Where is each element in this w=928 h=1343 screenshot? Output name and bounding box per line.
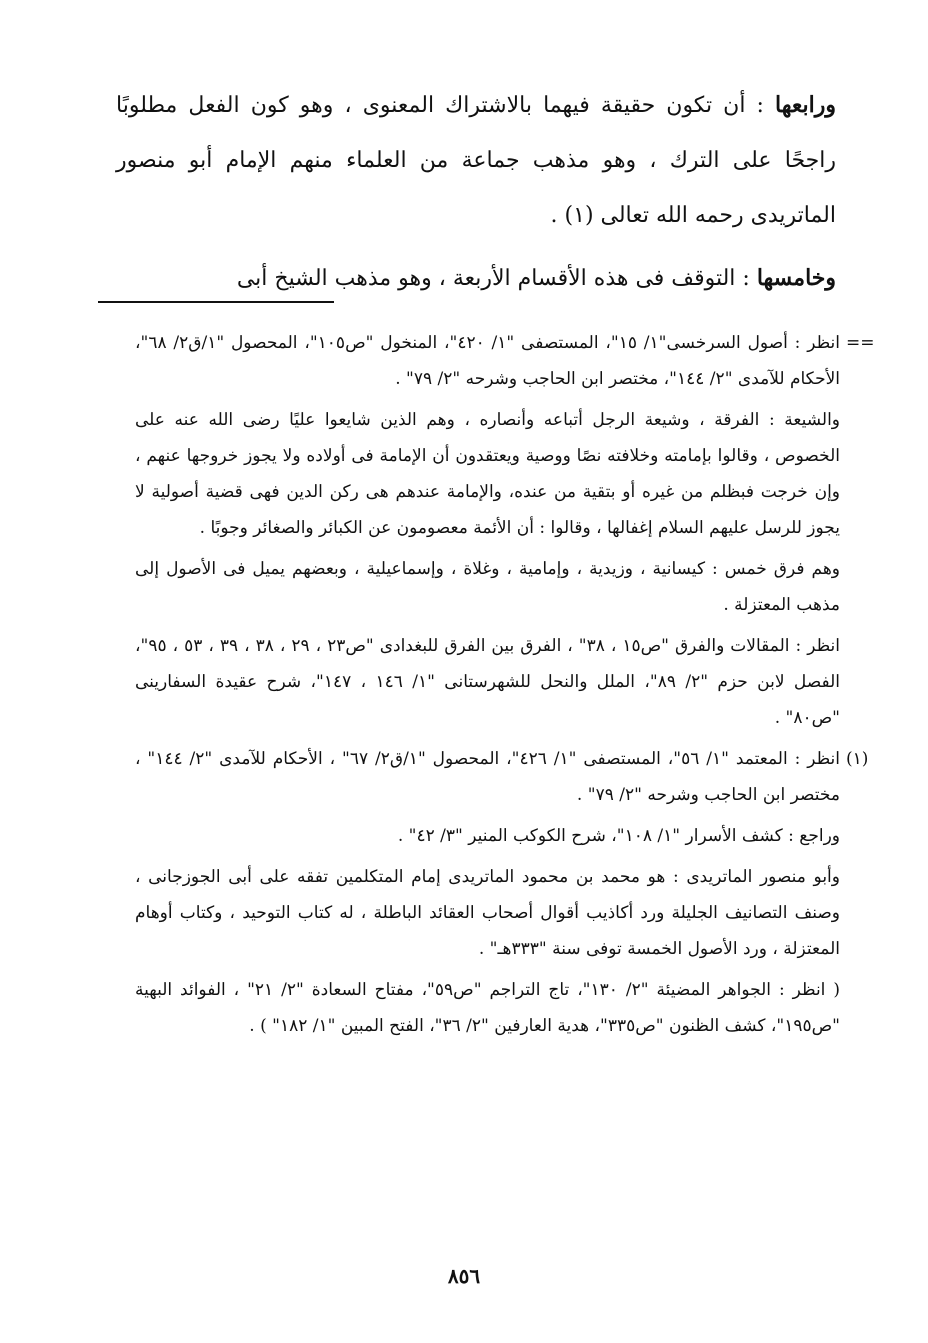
page-number: ٨٥٦ — [447, 1264, 481, 1288]
footnotes — [135, 325, 875, 1044]
footnote-text: وأبو منصور الماتريدى : هو محمد بن محمود الماتريدى إمام المتكلمين تفقه على أبى الجوزجانى ، وصنف التصانيف الجليلة ورد أكاذيب أقوال أصحاب العقائد الباطلة ، له كتاب التوحيد ، وكتاب أوهام المعتزلة ، ورد الأصول الخمسة توفى سنة "٣٣٣هـ" . — [135, 867, 840, 959]
footnote-separator — [98, 301, 334, 303]
footnote-text: والشيعة : الفرقة ، وشيعة الرجل أتباعه وأنصاره ، وهم الذين شايعوا عليًا رضى الله عنه على الخصوص ، وقالوا بإمامته وخلافته نصًا ووصية ويعتقدون أن الإمامة فى أولاده ولا يجوز خروجها عنهم ، وإن خرجت فبظلم من غيره أو بتقية من عنده، والإمامة عندهم هى ركن الدين فهى قضية أصولية لا يجوز للرسل عليهم السلام إغفالها ، وقالوا : أن الأئمة معصومون عن الكبائر والصغائر وجوبًا . — [135, 410, 840, 538]
footnote-text: وراجع : كشف الأسرار "١/ ١٠٨"، شرح الكوكب المنير "٣/ ٤٢" . — [397, 826, 840, 846]
footnote-marker: (١) — [846, 749, 869, 769]
footnote-text: انظر : أصول السرخسى"١/ ١٥"، المستصفى "١/ ٤٢٠"، المنخول "ص١٠٥"، المحصول "١/ق٢/ ٦٨"، الأحكام للآمدى "٢/ ١٤٤"، مختصر ابن الحاجب وشرحه "٢/ ٧٩" . — [135, 333, 840, 389]
paragraph-text: : أن تكون حقيقة فيهما بالاشتراك المعنوى ، وهو كون الفعل مطلوبًا راجحًا على الترك ، وهو مذهب جماعة من العلماء منهم الإمام أبو منصور الماتريدى رحمه الله تعالى (١) . — [116, 93, 836, 228]
footnote-text: انظر : المقالات والفرق "ص١٥ ، ٣٨" ، الفرق بين الفرق للبغدادى "ص٢٣ ، ٢٩ ، ٣٨ ، ٣٩ ، ٥٣ ، ٩٥"، الفصل لابن حزم "٢/ ٨٩"، الملل والنحل للشهرستانى "١/ ١٤٦ ، ١٤٧"، شرح عقيدة السفارينى "ص٨٠" . — [135, 636, 841, 728]
footnote-text: ( انظر : الجواهر المضيئة "٢/ ١٣٠"، تاج التراجم "ص٥٩"، مفتاح السعادة "٢/ ٢١" ، الفوائد البهية "ص١٩٥"، كشف الظنون "ص٣٣٥"، هدية العارفين "٢/ ٣٦"، الفتح المبين "١/ ١٨٢" ) . — [135, 980, 840, 1036]
paragraph-fourth — [116, 78, 836, 243]
footnote-text: وهم فرق خمس : كيسانية ، وزيدية ، وإمامية ، وغلاة ، وإسماعيلية ، وبعضهم يميل فى الأصول إلى مذهب المعتزلة . — [135, 559, 840, 615]
paragraph-text: : التوقف فى هذه الأقسام الأربعة ، وهو مذهب الشيخ أبى — [236, 266, 757, 291]
footnote-block — [135, 402, 840, 546]
footnote-text: انظر : المعتمد "١/ ٥٦"، المستصفى "١/ ٤٢٦"، المحصول "١/ق٢/ ٦٧" ، الأحكام للآمدى "٢/ ١٤٤" ، مختصر ابن الحاجب وشرحه "٢/ ٧٩" . — [135, 749, 841, 805]
footnote-block — [135, 325, 875, 397]
footnote-block — [135, 741, 869, 813]
footnote-block — [135, 551, 840, 623]
footnote-block — [135, 818, 840, 854]
paragraph-lead: ورابعها — [775, 92, 836, 118]
footnote-block — [135, 859, 840, 967]
paragraph-lead: وخامسها — [756, 265, 836, 291]
footnote-block — [135, 972, 840, 1044]
main-text — [116, 78, 836, 306]
footnote-block — [135, 628, 840, 736]
footnote-marker: == — [846, 333, 875, 353]
paragraph-fifth — [116, 251, 836, 306]
